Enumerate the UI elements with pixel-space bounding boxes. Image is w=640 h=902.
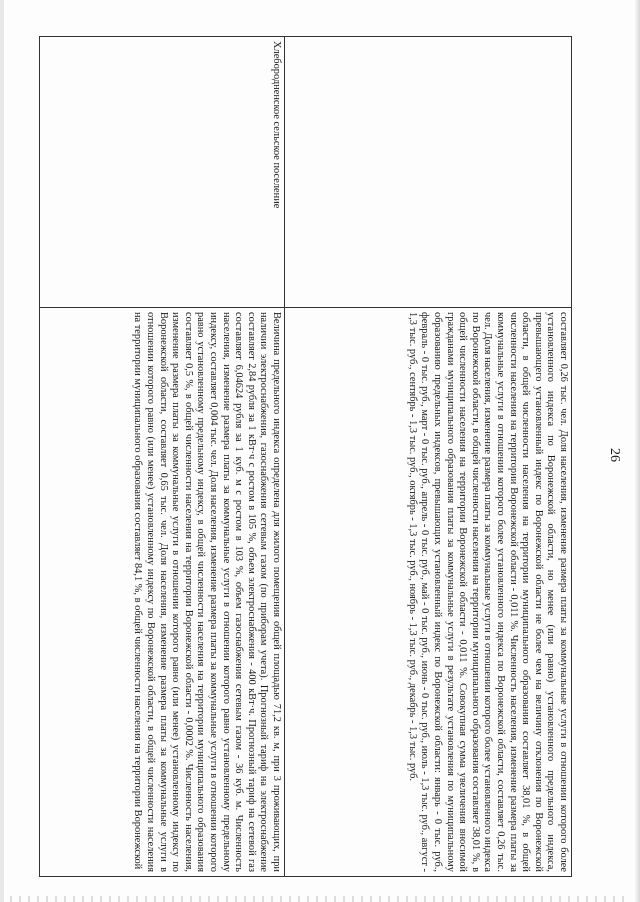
page-number: 26 (607, 448, 622, 462)
description-cell: составляет 0,26 тыс. чел. Доля населения, изменение размера платы за коммунальные услуги в отношении которого более установленного индекса по Воронежской области, но менее (или равно) установленного предельного индекса, превышающего установленный индекс по Воронежской области не более чем на величину отклонения по Воронежской области, в общей численности населения на территории муниципального образования составляет 38,01 %, в общей численности населения на территории Воронежской области - 0,011 %. Численность населения, изменение размера платы за коммунальные услуги в отношении которого более установленного индекса по Воронежской области, составляет 0,26 тыс. чел. Доля населения, изменение размера платы за коммунальные услуги в отношении которого более установленного индекса по Воронежской области, в общей численности населения на территории муниципального образования составляет 38,01 %, в общей численности населения на территории Воронежской области - 0,011 %. Совокупная сумма увеличения вносимой гражданами муниципального образования платы за коммунальные услуги в результате установления по муниципальному образованию предельных индексов, превышающих установленный индекс по Воронежской области: январь - 0 тыс. руб., февраль - 0 тыс. руб., март - 0 тыс. руб., апрель - 0 тыс. руб., май - 0 тыс. руб., июнь - 0 тыс. руб., июль - 1,3 тыс. руб., август - 1,3 тыс. руб., сентябрь - 1,3 тыс. руб., октябрь - 1,3 тыс. руб., ноябрь - 1,3 тыс. руб., декабрь - 1,3 тыс. руб. (285, 308, 572, 877)
table-container (42, 36, 572, 872)
municipality-name-cell: Хлебородненское сельское поселение (40, 37, 285, 308)
table-row (40, 37, 285, 877)
table-row (285, 37, 572, 877)
scan-noise-bottom (10, 896, 630, 902)
scan-edge-left (0, 0, 4, 902)
rotated-table-frame (42, 36, 572, 872)
description-cell: Величина предельного индекса определена для жилого помещения общей площадью 71,2 кв. м, при 3 проживающих, при наличии электроснабжения, газоснабжения сетевым газом (по приборам учета). Прогнозный тариф на электроснабжение составляет 2,84 рубля за 1 кВт·ч с ростом в 105 %, объем электроснабжения - 400 кВт·ч. Прогнозный тариф на сетевой газ составляет 6,04624 рубля за 1 куб. м с ростом в 103 %, объем газоснабжения сетевым газом - 36 куб. м. Численность населения, изменение размера платы за коммунальные услуги в отношении которого равно установленному предельному индексу, составляет 0,004 тыс. чел. Доля населения, изменение размера платы за коммунальные услуги в отношении которого равно установленному предельному индексу, в общей численности населения на территории муниципального образования составляет 0,5 %, в общей численности населения на территории Воронежской области - 0,0002 %. Численность населения, изменение размера платы за коммунальные услуги в отношении которого равно (или менее) установленному индексу по Воронежской области, составляет 0,65 тыс. чел. Доля населения, изменение размера платы за коммунальные услуги в отношении которого равно (или менее) установленному индексу по Воронежской области, в общей численности населения на территории муниципального образования составляет 84,1 %, в общей численности населения на территории Воронежской (40, 308, 285, 877)
municipality-name-cell (285, 37, 572, 308)
data-table (39, 36, 572, 877)
scan-edge-right (634, 0, 640, 902)
